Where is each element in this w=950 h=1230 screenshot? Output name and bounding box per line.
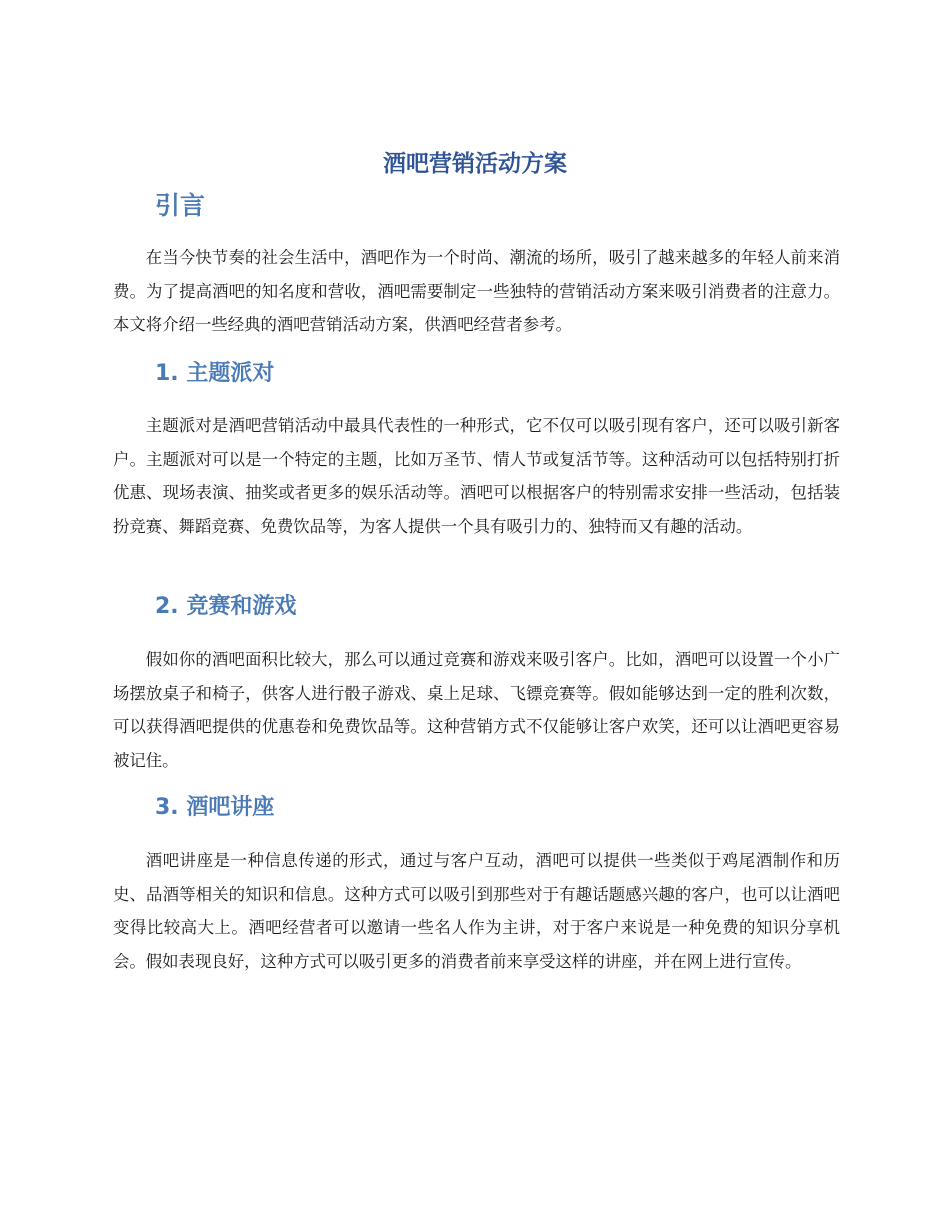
section-heading-theme-party: 1. 主题派对 (155, 361, 275, 386)
section-paragraph-contests-games: 假如你的酒吧面积比较大，那么可以通过竞赛和游戏来吸引客户。比如，酒吧可以设置一个小广场摆放桌子和椅子，供客人进行骰子游戏、桌上足球、飞镖竞赛等。假如能够达到一定的胜利次数，可以获得酒吧提供的优惠卷和免费饮品等。这种营销方式不仅能够让客户欢笑，还可以让酒吧更容易被记住。 (113, 650, 840, 770)
section-paragraph-theme-party: 主题派对是酒吧营销活动中最具代表性的一种形式，它不仅可以吸引现有客户，还可以吸引新客户。主题派对可以是一个特定的主题，比如万圣节、情人节或复活节等。这种活动可以包括特别打折优惠、现场表演、抽奖或者更多的娱乐活动等。酒吧可以根据客户的特别需求安排一些活动，包括装扮竞赛、舞蹈竞赛、免费饮品等，为客人提供一个具有吸引力的、独特而又有趣的活动。 (113, 416, 840, 536)
section-heading-bar-lecture: 3. 酒吧讲座 (155, 795, 275, 820)
section-paragraph-bar-lecture: 酒吧讲座是一种信息传递的形式，通过与客户互动，酒吧可以提供一些类似于鸡尾酒制作和历史、品酒等相关的知识和信息。这种方式可以吸引到那些对于有趣话题感兴趣的客户，也可以让酒吧变得比较高大上。酒吧经营者可以邀请一些名人作为主讲，对于客户来说是一种免费的知识分享机会。假如表现良好，这种方式可以吸引更多的消费者前来享受这样的讲座，并在网上进行宣传。 (113, 851, 840, 971)
intro-heading: 引言 (155, 191, 206, 220)
document-title: 酒吧营销活动方案 (383, 151, 567, 177)
intro-paragraph: 在当今快节奏的社会生活中，酒吧作为一个时尚、潮流的场所，吸引了越来越多的年轻人前来消费。为了提高酒吧的知名度和营收，酒吧需要制定一些独特的营销活动方案来吸引消费者的注意力。本文将介绍一些经典的酒吧营销活动方案，供酒吧经营者参考。 (113, 248, 840, 334)
section-heading-contests-games: 2. 竞赛和游戏 (155, 594, 297, 619)
